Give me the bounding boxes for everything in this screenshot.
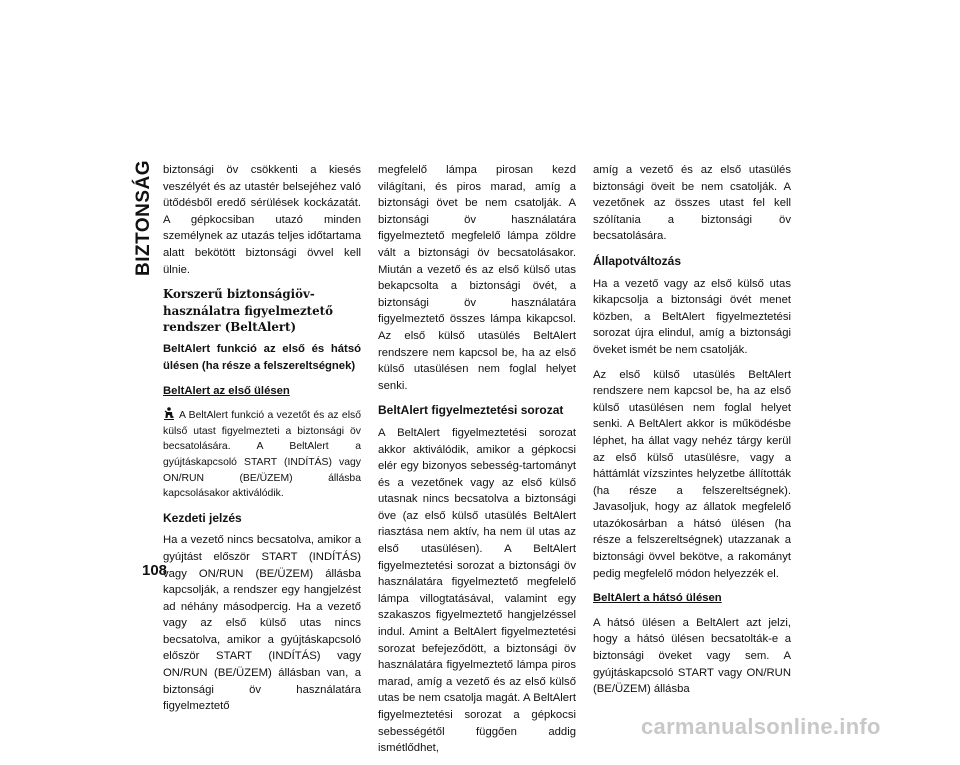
bold-paragraph: BeltAlert funkció az első és hátsó ülésen (ha része a felszereltségnek)	[163, 343, 361, 372]
paragraph: biztonsági öv csökkenti a kiesés veszélyét és az utastér belsejéhez való ütődésből eredő sérülések kockázatát. A gépkocsiban utazó minden személynek az utazás teljes időtartama alatt bekötött biztonsági övvel kell ülnie.	[163, 164, 361, 276]
paragraph: Ha a vezető vagy az első külső utas kikapcsolja a biztonsági övét menet közben, a BeltAlert figyelmeztetési sorozat újra elindul, amíg a biztonsági öveket ismét be nem csatolják.	[593, 277, 791, 356]
paragraph: Az első külső utasülés BeltAlert rendszere nem kapcsol be, ha az első külső utasülésen nem foglal helyet senki. A BeltAlert akkor is működésbe léphet, ha állat vagy nehéz tárgy kerül az első külső utasülésre, vagy a háttámlát vízszintes helyzetbe állították (ha része a felszereltségnek). Javasoljuk, hogy az állatok megfelelő utazókosárban a hátsó ülésen (ha része a felszereltségnek) utazzanak a biztonsági övvel bekötve, a rakományt pedig megfelelő módon helyezzék el.	[593, 368, 791, 580]
sub-heading-rear-seat: BeltAlert a hátsó ülésen	[593, 592, 722, 605]
seatbelt-note-icon	[163, 407, 175, 420]
section-tab	[131, 160, 157, 276]
section-heading: Állapotváltozás	[593, 253, 682, 268]
sub-heading-front-seat: BeltAlert az első ülésen	[163, 384, 290, 397]
watermark: carmanualsonline.info	[641, 714, 881, 739]
section-heading: Kezdeti jelzés	[163, 510, 242, 525]
section-tab-label: BIZTONSÁG	[133, 159, 154, 276]
note-text: A BeltAlert funkció a vezetőt és az első külső utast figyelmezteti a biztonsági öv becsatolására. A BeltAlert a gyújtáskapcsoló START (INDÍTÁS) vagy ON/RUN (BE/ÜZEM) állásba kapcsolásakor aktiválódik.	[163, 410, 361, 500]
column-3	[593, 162, 791, 706]
section-heading: Korszerű biztonságiöv-használatra figyelmeztető rendszer (BeltAlert)	[163, 287, 333, 334]
paragraph: A hátsó ülésen a BeltAlert azt jelzi, hogy a hátsó ülésen becsatolták-e a biztonsági öveket vagy sem. A gyújtáskapcsoló START vagy ON/RUN (BE/ÜZEM) állásba	[593, 616, 791, 696]
note-block	[163, 407, 361, 502]
column-2	[378, 162, 576, 765]
paragraph: Ha a vezető nincs becsatolva, amikor a gyújtást először START (INDÍTÁS) vagy ON/RUN (BE/ÜZEM) állásba kapcsolják, a rendszer egy hangjelzést ad néhány másodpercig. Ha a vezető vagy az első külső utas nincs becsatolva, amikor a gyújtáskapcsoló először START (INDÍTÁS) vagy ON/RUN (BE/ÜZEM) állásban van, a biztonsági öv használatára figyelmeztető	[163, 534, 361, 713]
paragraph: A BeltAlert figyelmeztetési sorozat akkor aktiválódik, amikor a gépkocsi elér egy bizonyos sebesség-tartományt és a vezetőnek vagy az első külső utasnak nincs becsatolva a biztonsági öve (az első külső utasülés BeltAlert riasztása nem aktív, ha nem ül utas az első utasülésen). A BeltAlert figyelmeztetési sorozat a biztonsági öv használatára figyelmeztető megfelelő lámpa villogtatásával, valamint egy szakaszos figyelmeztető hangjelzéssel indul. Amint a BeltAlert figyelmeztetési sorozat befejeződött, a biztonsági öv használatára figyelmeztető lámpa piros marad, amíg a vezető és az első külső utas be nem csatolja magát. A BeltAlert figyelmeztetési sorozat a gépkocsi sebességétől függően addig ismétlődhet,	[378, 426, 576, 755]
paragraph: megfelelő lámpa pirosan kezd világítani, és piros marad, amíg a biztonsági övet be nem csatolják. A biztonsági öv használatára figyelmeztető megfelelő lámpa zöldre vált a biztonsági öv becsatolásakor. Miután a vezető és az első külső utas bekapcsolta a biztonsági övét, a biztonsági öv használatára figyelmeztető összes lámpa kikapcsol. Az első külső utasülés BeltAlert rendszere nem kapcsol be, ha az első külső utasülésen nem foglal helyet senki.	[378, 164, 576, 392]
page-number: 108	[142, 562, 168, 579]
paragraph: amíg a vezető és az első utasülés biztonsági öveit be nem csatolják. A vezetőnek az összes utast fel kell szólítania a biztonsági öv becsatolására.	[593, 164, 791, 243]
section-heading: BeltAlert figyelmeztetési sorozat	[378, 403, 564, 418]
column-1	[163, 162, 361, 723]
